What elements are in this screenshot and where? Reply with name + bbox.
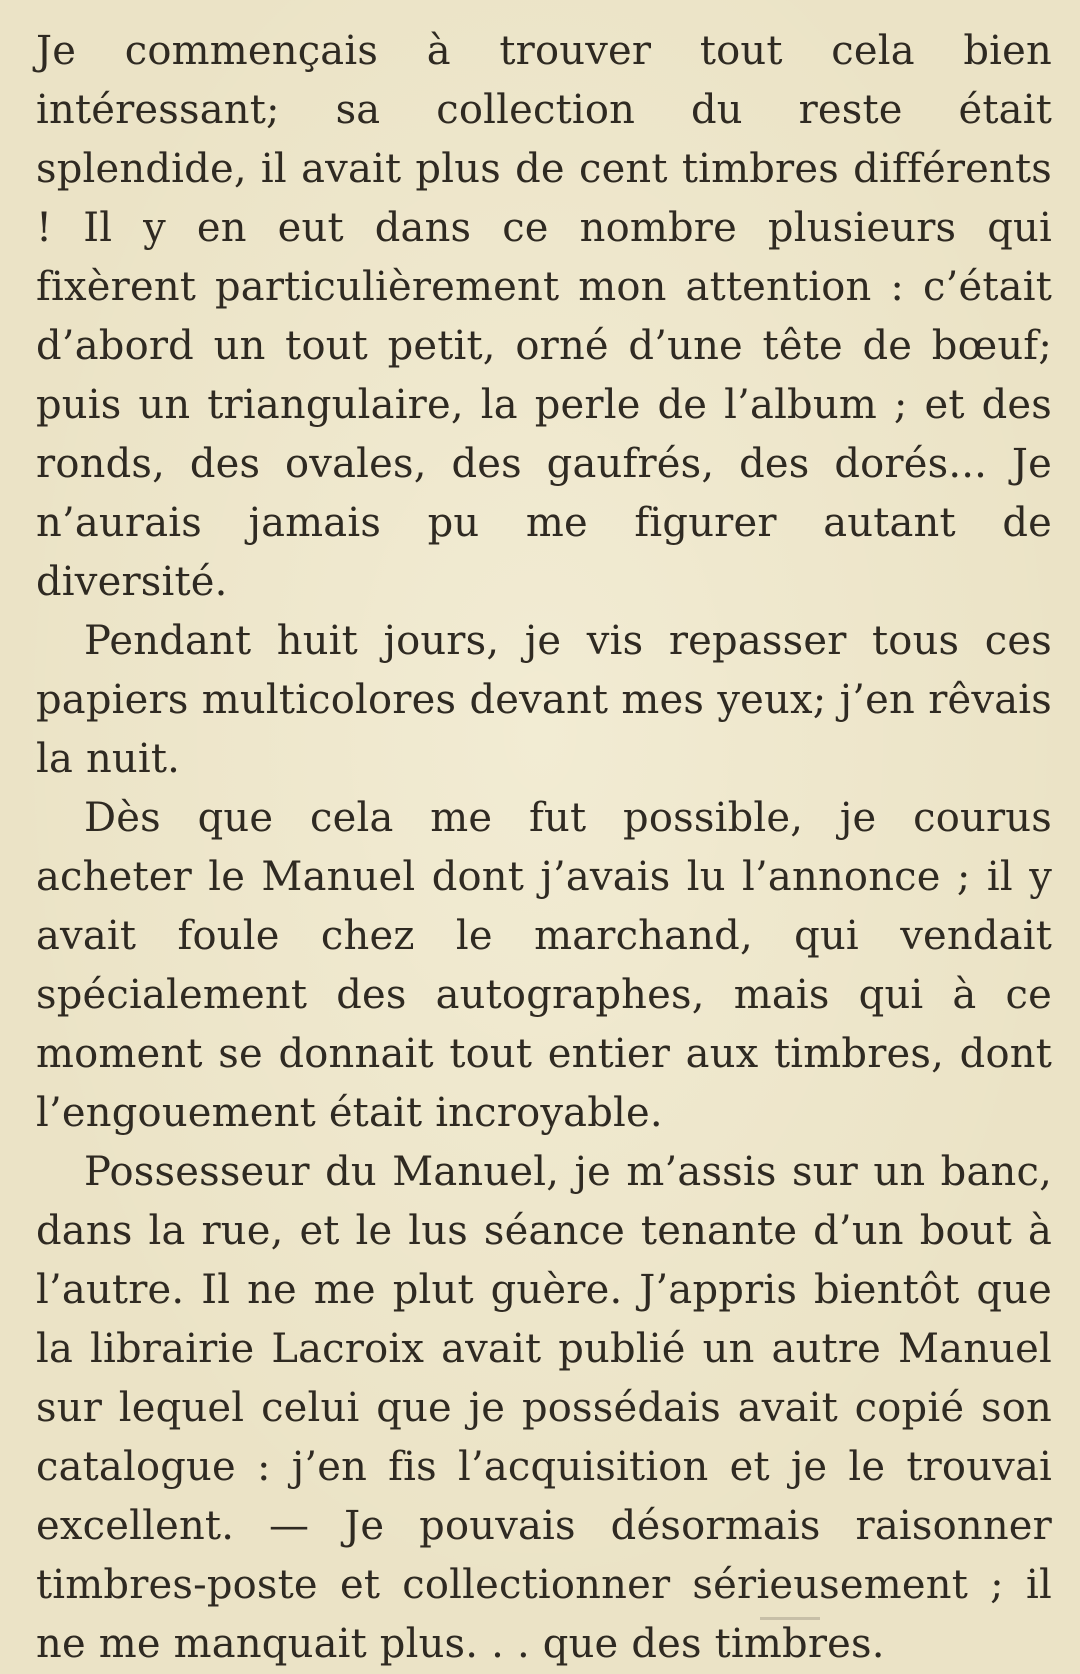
paragraph-3: Dès que cela me fut possible, je courus acheter le Manuel dont j’avais lu l’annonce ; il y avait foule chez le marchand, qui vendait spécialement des autographes, mais qui à ce moment se donnait tout entier aux timbres, dont l’engouement était incroyable. xyxy=(36,795,1052,1136)
paragraph-2: Pendant huit jours, je vis repasser tous ces papiers multicolores devant mes yeux; j’en rêvais la nuit. xyxy=(36,618,1052,782)
paragraph-4: Possesseur du Manuel, je m’assis sur un banc, dans la rue, et le lus séance tenante d’un bout à l’autre. Il ne me plut guère. J’appris bientôt que la librairie Lacroix avait publié un autre Manuel sur lequel celui que je possédais avait copié son catalogue : j’en fis l’acquisition et je le trouvai excellent. — Je pouvais désormais raisonner timbres-poste et collectionner sérieusement ; il ne me manquait plus. . . que des timbres. xyxy=(36,1149,1052,1667)
paragraph-1: Je commençais à trouver tout cela bien intéressant; sa collection du reste était splendide, il avait plus de cent timbres différents ! Il y en eut dans ce nombre plusieurs qui fixèrent particulièrement mon attention : c’était d’abord un tout petit, orné d’une tête de bœuf; puis un triangulaire, la perle de l’album ; et des ronds, des ovales, des gaufrés, des dorés... Je n’aurais jamais pu me figurer autant de diversité. xyxy=(36,28,1052,605)
cropped-next-line-fragment xyxy=(760,1617,820,1634)
